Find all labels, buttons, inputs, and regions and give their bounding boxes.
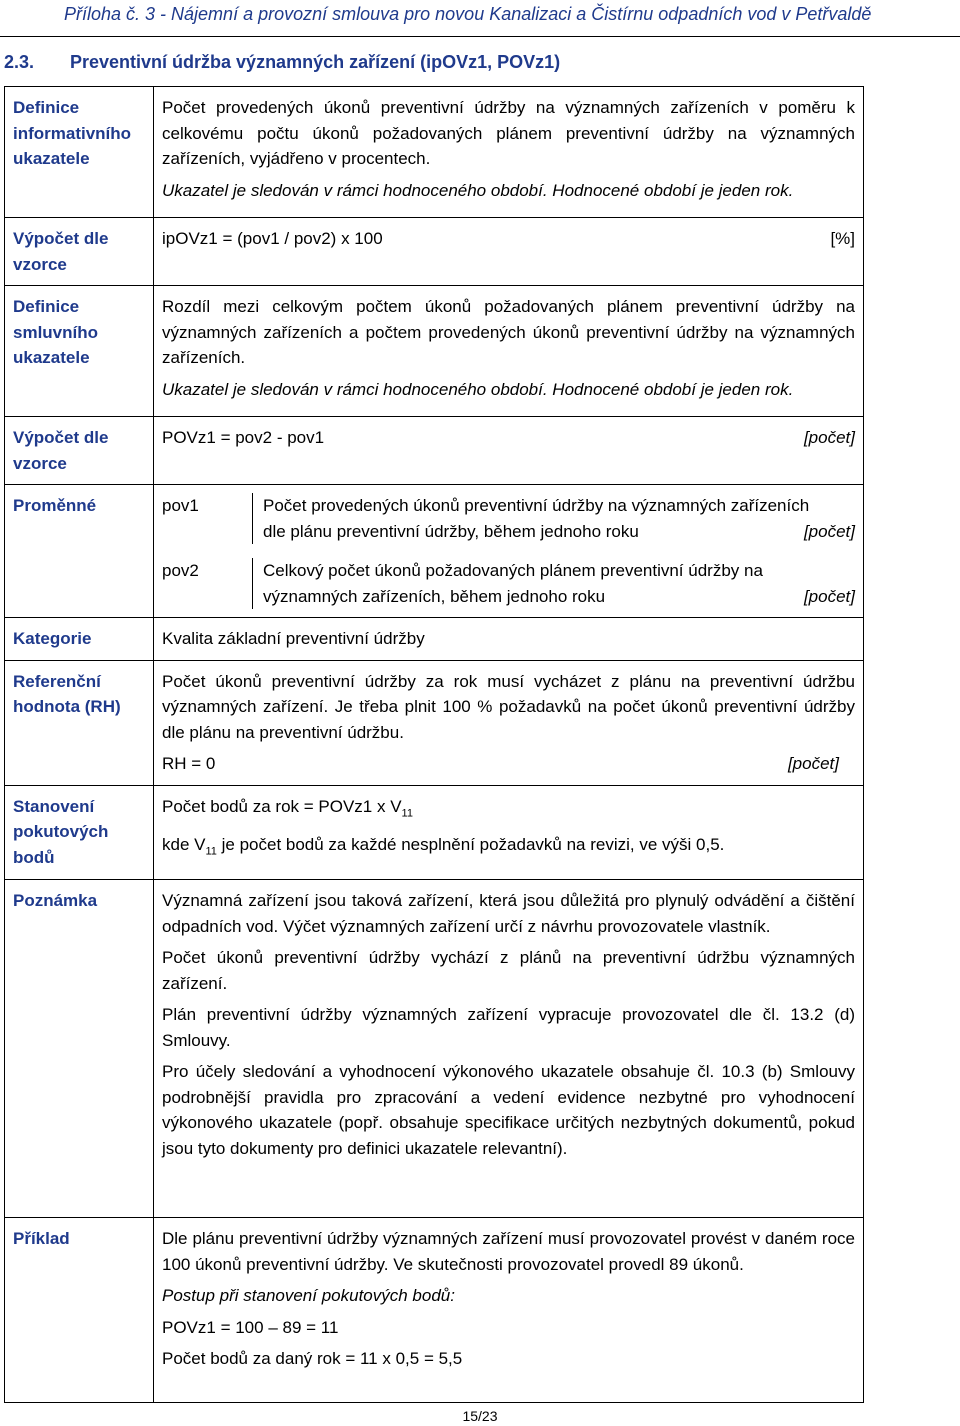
formula-unit: [%] [830, 229, 855, 248]
row-content [154, 286, 864, 417]
variable-description [252, 493, 855, 544]
formula-unit: [počet] [803, 428, 855, 447]
row-label: Výpočet dle vzorce [5, 218, 154, 286]
example-text: Dle plánu preventivní údržby významných zařízení musí provozovatel provést v daném roce 100 úkonů preventivní údržby. Ve skutečnosti provozovatel provedl 89 úkonů. [162, 1229, 855, 1274]
row-content [154, 417, 864, 485]
table-row [5, 286, 864, 417]
formula-line [162, 226, 855, 252]
row-content [154, 87, 864, 218]
variable-desc-line2 [263, 584, 855, 610]
reference-text: Počet úkonů preventivní údržby za rok musí vycházet z plánu na preventivní údržbu významných zařízení. Je třeba plnit 100 % požadavků na počet úkonů preventivní údržby dle plánu na preventivní údržbu. [162, 671, 855, 742]
table-row [5, 880, 864, 1218]
rh-unit: [počet] [787, 754, 839, 773]
table-row [5, 1218, 864, 1403]
formula: ipOVz1 = (pov1 / pov2) x 100 [162, 229, 383, 248]
penalty-text-b: je počet bodů za každé nesplnění požadavků na revizi, ve výši 0,5. [216, 835, 725, 855]
variable-desc-line1: Celkový počet úkonů požadovaných plánem preventivní údržby na [263, 561, 763, 580]
variable-row [162, 558, 855, 617]
variable-unit: [počet] [803, 521, 855, 541]
row-label: Definice informativního ukazatele [5, 87, 154, 218]
variable-name: pov1 [162, 496, 199, 515]
row-content [154, 880, 864, 1218]
variable-desc-text: významných zařízeních, během jednoho roku [263, 586, 606, 606]
note-paragraph: Pro účely sledování a vyhodnocení výkonového ukazatele obsahuje čl. 10.3 (b) Smlouvy podrobnější pravidla pro zpracování a vedení evidence nezbytné pro vyhodnocení výkonového ukazatele (popř. obsahuje specifikace určitých nezbytných dokumentů, pokud jsou tyto dokumenty pro definici ukazatele relevantní). [162, 1062, 855, 1158]
table-row [5, 417, 864, 485]
penalty-text-a: kde V [162, 835, 206, 855]
example-subtitle: Postup při stanovení pokutových bodů: [162, 1286, 455, 1306]
variable-unit: [počet] [803, 586, 855, 606]
row-label: Definice smluvního ukazatele [5, 286, 154, 417]
section-title-text: Preventivní údržba významných zařízení (ipOVz1, POVz1) [70, 52, 561, 72]
table-row [5, 660, 864, 785]
note-paragraph: Počet úkonů preventivní údržby vychází z plánů na preventivní údržbu významných zařízení. [162, 948, 855, 993]
variable-desc-line1: Počet provedených úkonů preventivní údržby na významných zařízeních [263, 496, 810, 515]
table-row [5, 87, 864, 218]
penalty-formula-text: Počet bodů za rok = POVz1 x V [162, 796, 402, 816]
row-content [154, 218, 864, 286]
example-line: Počet bodů za daný rok = 11 x 0,5 = 5,5 [162, 1349, 463, 1369]
subscript: 11 [205, 845, 217, 858]
category-value: Kvalita základní preventivní údržby [154, 618, 864, 661]
row-label: Výpočet dle vzorce [5, 417, 154, 485]
table-row [5, 618, 864, 661]
period-note: Ukazatel je sledován v rámci hodnoceného období. Hodnocené období je jeden rok. [162, 379, 794, 399]
rh-value: RH = 0 [162, 754, 216, 773]
row-content [154, 785, 864, 880]
row-content [154, 660, 864, 785]
variable-name: pov2 [162, 561, 199, 580]
table-row [5, 485, 864, 618]
header-text: Příloha č. 3 - Nájemní a provozní smlouva pro novou Kanalizaci a Čistírnu odpadních vod v Petřvaldě [64, 4, 872, 24]
row-label: Kategorie [5, 618, 154, 661]
variable-desc-text: dle plánu preventivní údržby, během jednoho roku [263, 521, 639, 541]
subscript: 11 [401, 806, 413, 819]
table-row [5, 218, 864, 286]
period-note: Ukazatel je sledován v rámci hodnoceného období. Hodnocené období je jeden rok. [162, 180, 794, 200]
indicator-table [4, 86, 864, 1403]
rh-line [162, 751, 855, 777]
variables-cell [154, 485, 864, 618]
page-number: 15/23 [462, 1408, 498, 1424]
section-number: 2.3. [4, 52, 35, 72]
row-label: Referenční hodnota (RH) [5, 660, 154, 785]
row-label: Poznámka [5, 880, 154, 1218]
formula: POVz1 = pov2 - pov1 [162, 428, 325, 447]
note-paragraph: Významná zařízení jsou taková zařízení, která jsou důležitá pro plynulý odvádění a čištění odpadních vod. Výčet významných zařízení určí z návrhu provozovatele vlastník. [162, 891, 855, 936]
page-header [0, 0, 960, 37]
row-content [154, 1218, 864, 1403]
example-line: POVz1 = 100 – 89 = 11 [162, 1317, 339, 1337]
row-label: Příklad [5, 1218, 154, 1403]
penalty-formula [162, 794, 855, 827]
penalty-description [162, 832, 855, 865]
variable-row [162, 485, 855, 558]
note-paragraph: Plán preventivní údržby významných zařízení vypracuje provozovatel dle čl. 13.2 (d) Smlouvy. [162, 1005, 855, 1050]
section-title [4, 52, 560, 73]
variable-description [252, 558, 855, 609]
definition-text: Rozdíl mezi celkovým počtem úkonů požadovaných plánem preventivní údržby na významných zařízeních a počtem provedených úkonů preventivní údržby na významných zařízeních. [162, 297, 855, 367]
formula-line [162, 425, 855, 451]
variable-desc-line2 [263, 519, 855, 545]
row-label: Stanovení pokutových bodů [5, 785, 154, 880]
row-label: Proměnné [5, 485, 154, 618]
definition-text: Počet provedených úkonů preventivní údržby na významných zařízeních v poměru k celkovému počtu úkonů požadovaných plánem preventivní údržby na významných zařízeních, vyjádřeno v procentech. [162, 98, 855, 168]
table-row [5, 785, 864, 880]
